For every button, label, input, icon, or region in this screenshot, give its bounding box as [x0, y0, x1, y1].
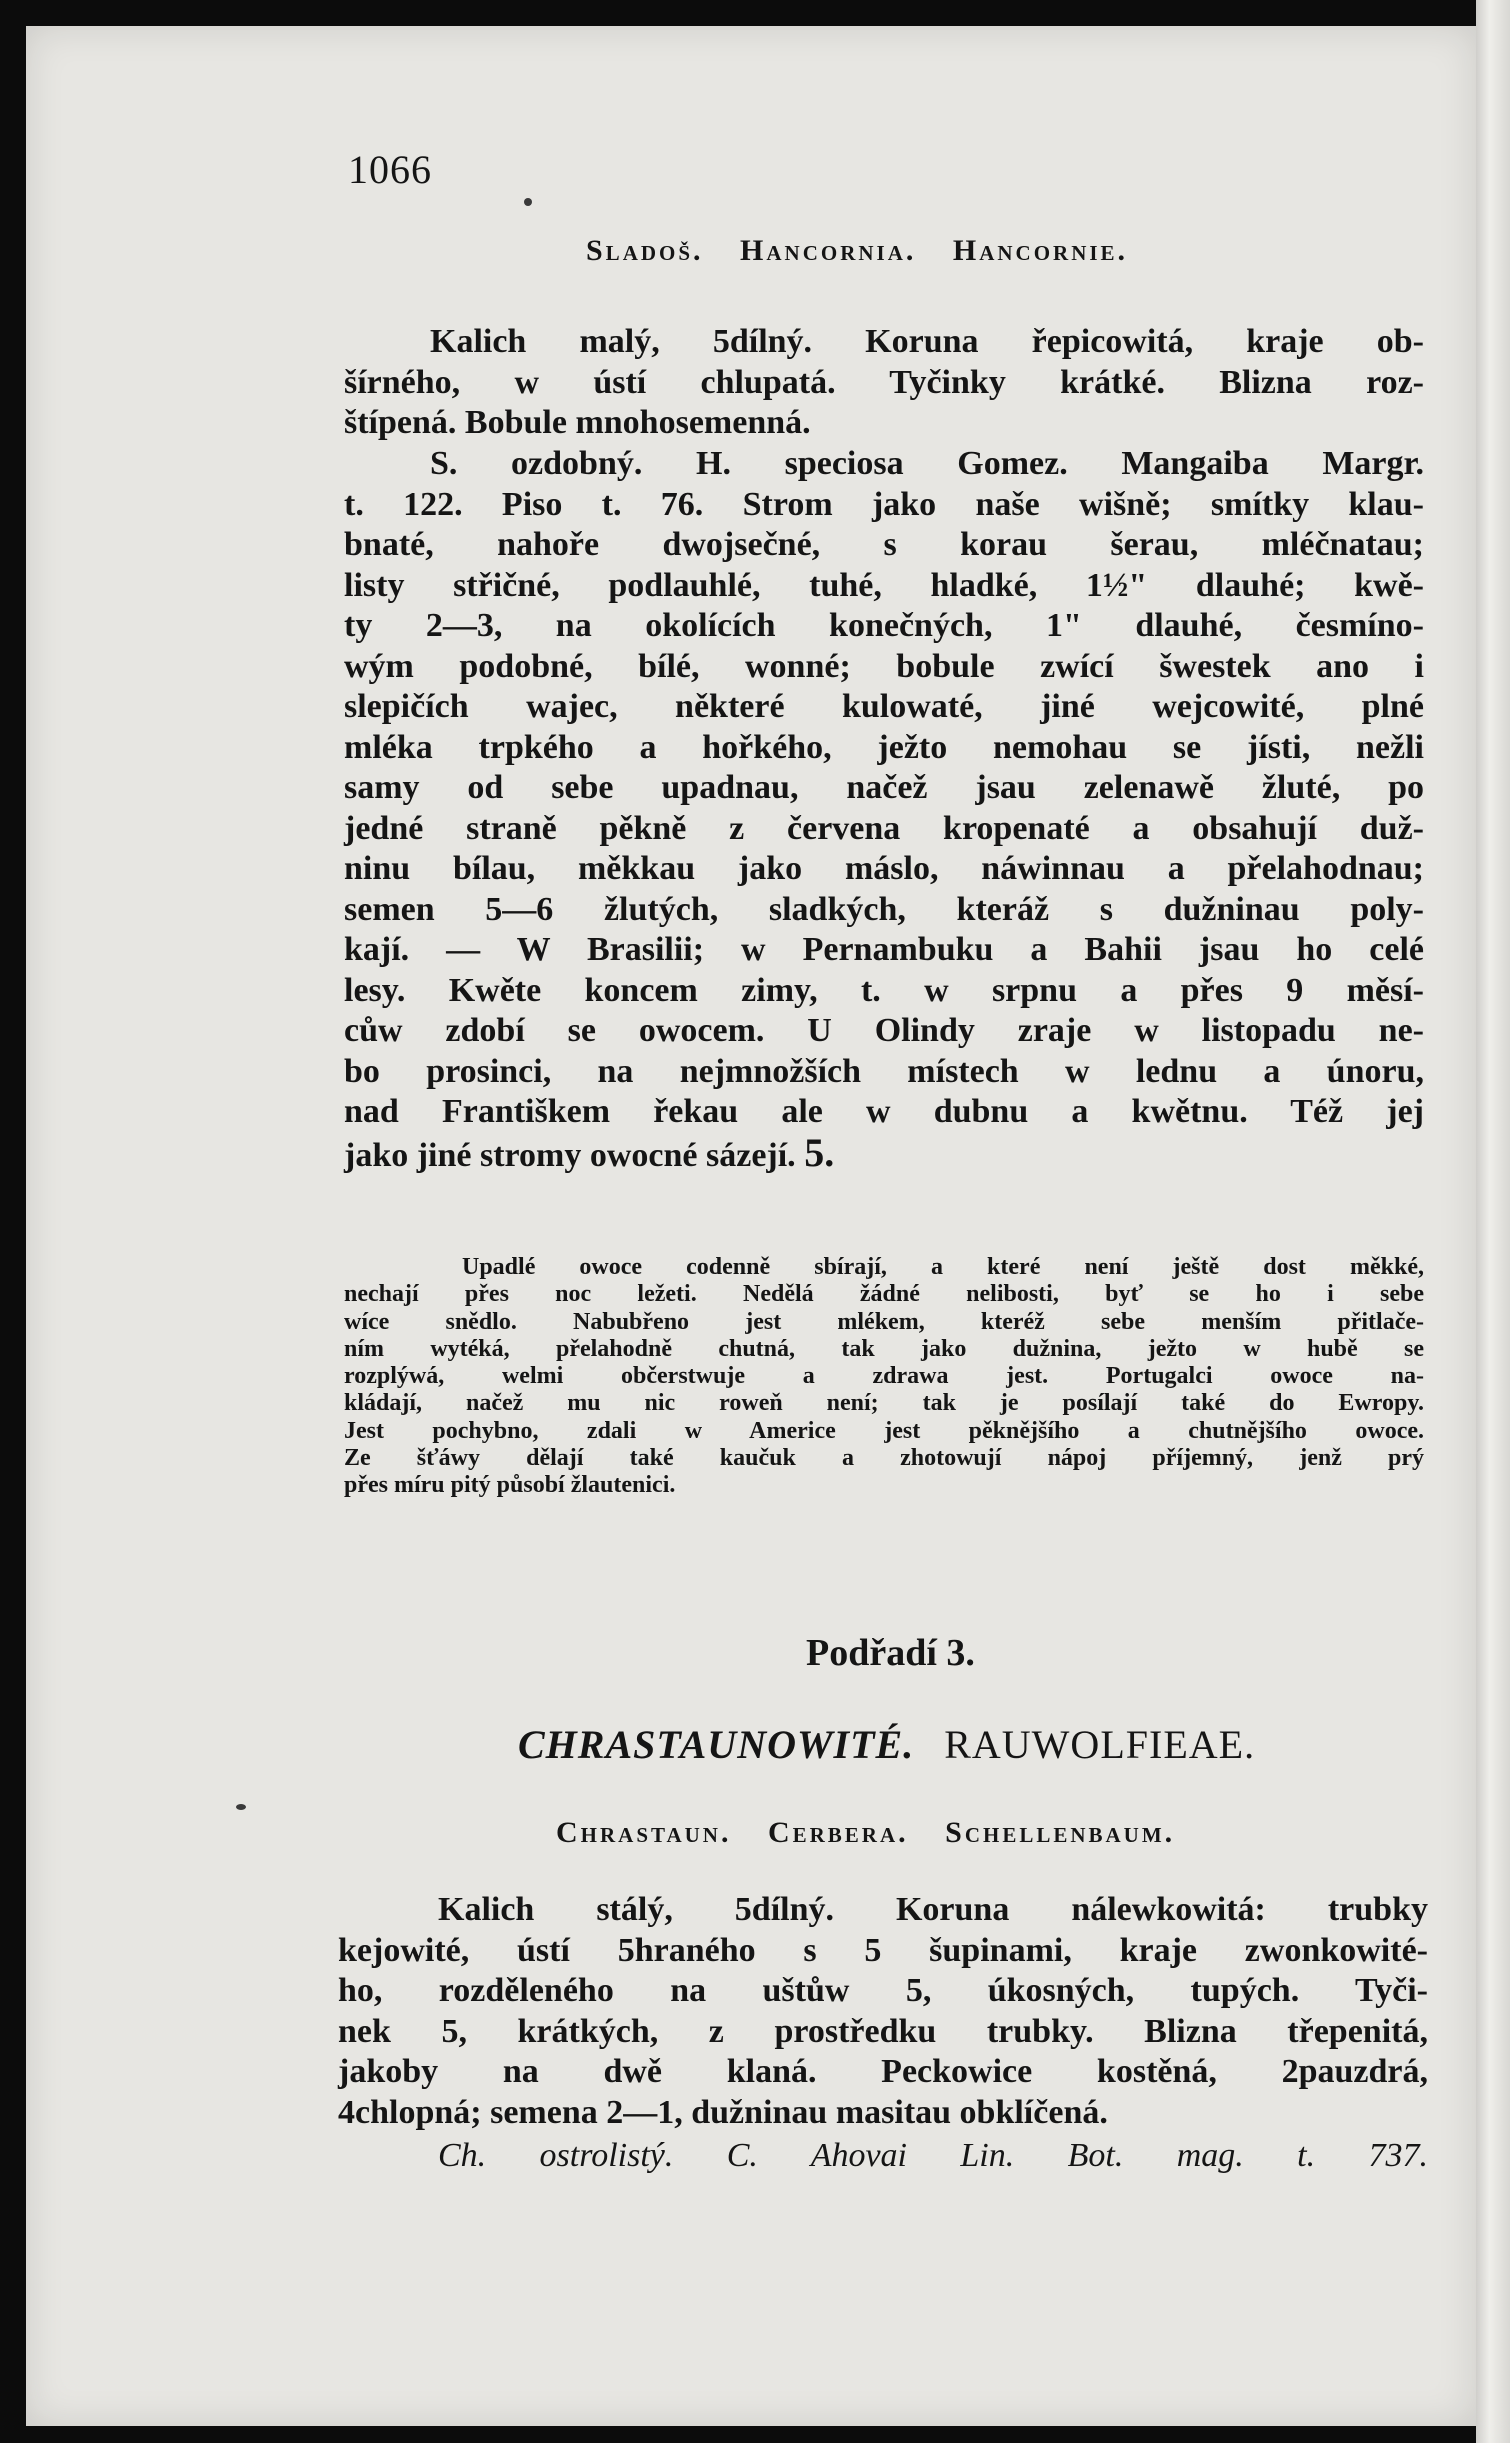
text-line: t. 122. Piso t. 76. Strom jako naše wišně; smítky klau-	[344, 485, 1424, 523]
note-line: Jest pochybno, zdali w Americe jest pěknějšího a chutnějšího owoce.	[344, 1417, 1424, 1444]
section-mark: 5.	[804, 1129, 835, 1175]
text-line: ty 2—3, na okolících konečných, 1" dlauhé, česmíno-	[344, 607, 1424, 644]
note-line: Upadlé owoce codenně sbírají, a které není ještě dost měkké,	[462, 1254, 1424, 1280]
note-line: kládají, načež mu nic roweň není; tak je posílají také do Ewropy.	[344, 1390, 1424, 1417]
text-line: listy střičné, podlauhlé, tuhé, hladké, 1½" dlauhé; kwě-	[344, 566, 1424, 604]
text-line: štípená. Bobule mnohosemenná.	[344, 404, 811, 441]
family-name-latin: RAUWOLFIEAE.	[944, 1722, 1256, 1767]
text-line: jedné straně pěkně z červena kropenaté a obsahují duž-	[344, 809, 1424, 847]
species-description-ahovai	[338, 2136, 1428, 2177]
suborder-heading: Podřadí 3.	[806, 1632, 975, 1674]
genus-heading-cerbera: Chrastaun. Cerbera. Schellenbaum.	[556, 1816, 1176, 1849]
text-line: wým podobné, bílé, wonné; bobule zwící šwestek ano i	[344, 647, 1424, 685]
note-line: přes míru pitý působí žlautenici.	[344, 1472, 676, 1499]
text-line: nek 5, krátkých, z prostředku trubky. Blizna třepenitá,	[338, 2012, 1428, 2050]
species-description-speciosa	[344, 444, 1424, 1176]
text-line: kejowité, ústí 5hraného s 5 šupinami, kraje zwonkowité-	[338, 1931, 1428, 1969]
genus-description-hancornia	[344, 322, 1424, 444]
scan-border-left	[0, 0, 26, 2443]
text-line-content: jako jiné stromy owocné sázejí.	[344, 1136, 796, 1174]
note-line: wíce snědlo. Nabubřeno jest mlékem, kteréž sebe menším přitlače-	[344, 1308, 1424, 1335]
text-line: S. ozdobný. H. speciosa Gomez. Mangaiba Margr.	[430, 445, 1424, 482]
running-head: Sladoš. Hancornia. Hancornie.	[586, 234, 1129, 267]
text-line: ninu bílau, měkkau jako máslo, náwinnau a přelahodnau;	[344, 850, 1424, 887]
text-line: Kalich stálý, 5dílný. Koruna nálewkowitá: trubky	[438, 1891, 1428, 1928]
text-line: samy od sebe upadnau, načež jsau zelenawě žluté, po	[344, 769, 1424, 806]
text-line: ho, rozděleného na uštůw 5, úkosných, tupých. Tyči-	[338, 1972, 1428, 2009]
text-line: Ch. ostrolistý. C. Ahovai Lin. Bot. mag. t. 737.	[438, 2137, 1428, 2174]
genus-description-cerbera	[338, 1890, 1428, 2133]
scan-border-right	[1476, 0, 1510, 2443]
text-line: bo prosinci, na nejmnožších místech w lednu a únoru,	[344, 1052, 1424, 1090]
text-line: mléka trpkého a hořkého, ježto nemohau se jísti, nežli	[344, 728, 1424, 766]
text-line: šírného, w ústí chlupatá. Tyčinky krátké. Blizna roz-	[344, 363, 1424, 401]
footnote-paragraph	[344, 1254, 1424, 1500]
note-line: nechají přes noc ležeti. Nedělá žádné nelibosti, byť se ho i sebe	[344, 1281, 1424, 1308]
ink-speck	[236, 1804, 246, 1810]
text-line: cůw zdobí se owocem. U Olindy zraje w listopadu ne-	[344, 1012, 1424, 1049]
book-page	[26, 26, 1476, 2426]
text-line: kají. — W Brasilii; w Pernambuku a Bahii jsau ho celé	[344, 931, 1424, 968]
text-line: jakoby na dwě klaná. Peckowice kostěná, 2pauzdrá,	[338, 2053, 1428, 2090]
note-line: ním wytéká, přelahodně chutná, tak jako dužnina, ježto w hubě se	[344, 1335, 1424, 1362]
family-name-czech: CHRASTAUNOWITÉ.	[518, 1722, 915, 1767]
note-line: Ze šťáwy dělají také kaučuk a zhotowují nápoj příjemný, jenž prý	[344, 1445, 1424, 1472]
family-heading	[518, 1721, 1255, 1768]
text-line: slepičích wajec, některé kulowaté, jiné wejcowité, plné	[344, 688, 1424, 725]
text-line: bnaté, nahoře dwojsečné, s korau šerau, mléčnatau;	[344, 526, 1424, 563]
page-number: 1066	[348, 147, 432, 192]
text-line: Kalich malý, 5dílný. Koruna řepicowitá, kraje ob-	[430, 323, 1424, 360]
text-line	[344, 1129, 1424, 1177]
text-line: nad Františkem řekau ale w dubnu a kwětnu. Též jej	[344, 1093, 1424, 1130]
ink-speck	[524, 198, 532, 206]
text-line: lesy. Kwěte koncem zimy, t. w srpnu a přes 9 měsí-	[344, 971, 1424, 1009]
text-line: semen 5—6 žlutých, sladkých, kteráž s dužninau poly-	[344, 890, 1424, 928]
text-line: 4chlopná; semena 2—1, dužninau masitau obklíčená.	[338, 2093, 1108, 2131]
note-line: rozplýwá, welmi občerstwuje a zdrawa jest. Portugalci owoce na-	[344, 1363, 1424, 1390]
